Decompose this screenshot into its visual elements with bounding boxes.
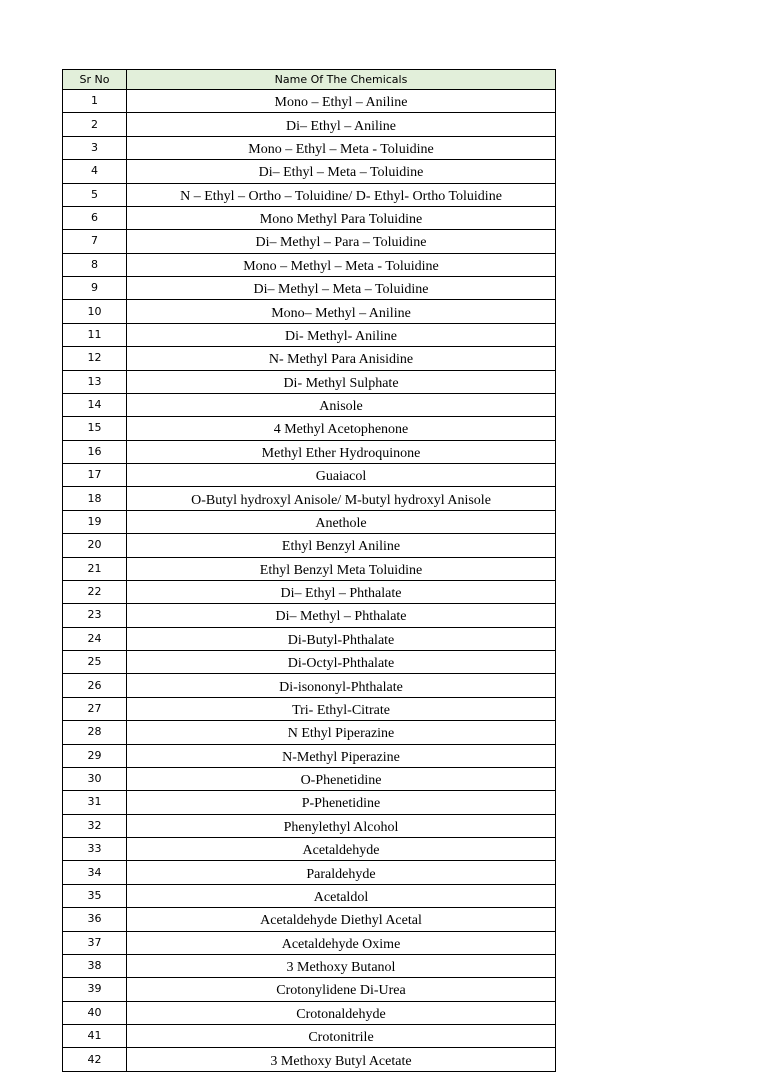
- table-row: [63, 861, 556, 884]
- table-row: [63, 1025, 556, 1048]
- sr-no-cell: 18: [63, 487, 127, 510]
- table-row: [63, 767, 556, 790]
- sr-no-cell: 38: [63, 954, 127, 977]
- sr-no-cell: 28: [63, 721, 127, 744]
- table-row: [63, 113, 556, 136]
- chemical-name-cell: Di-Octyl-Phthalate: [127, 651, 556, 674]
- sr-no-cell: 25: [63, 651, 127, 674]
- table-row: [63, 347, 556, 370]
- sr-no-cell: 1: [63, 90, 127, 113]
- table-row: [63, 697, 556, 720]
- chemical-name-cell: Acetaldehyde Oxime: [127, 931, 556, 954]
- table-row: [63, 1001, 556, 1024]
- header-chemical-name: Name Of The Chemicals: [127, 70, 556, 90]
- sr-no-cell: 40: [63, 1001, 127, 1024]
- sr-no-cell: 6: [63, 206, 127, 229]
- chemical-name-cell: N – Ethyl – Ortho – Toluidine/ D- Ethyl- Ortho Toluidine: [127, 183, 556, 206]
- table-row: [63, 651, 556, 674]
- chemical-name-cell: Crotonitrile: [127, 1025, 556, 1048]
- chemical-name-cell: Ethyl Benzyl Meta Toluidine: [127, 557, 556, 580]
- header-sr-no: Sr No: [63, 70, 127, 90]
- chemical-name-cell: Phenylethyl Alcohol: [127, 814, 556, 837]
- chemical-name-cell: 3 Methoxy Butanol: [127, 954, 556, 977]
- sr-no-cell: 33: [63, 838, 127, 861]
- table-row: [63, 183, 556, 206]
- sr-no-cell: 37: [63, 931, 127, 954]
- sr-no-cell: 8: [63, 253, 127, 276]
- chemical-name-cell: Di-isononyl-Phthalate: [127, 674, 556, 697]
- table-row: [63, 323, 556, 346]
- sr-no-cell: 7: [63, 230, 127, 253]
- chemical-name-cell: Tri- Ethyl-Citrate: [127, 697, 556, 720]
- sr-no-cell: 41: [63, 1025, 127, 1048]
- sr-no-cell: 19: [63, 510, 127, 533]
- table-row: [63, 230, 556, 253]
- table-row: [63, 300, 556, 323]
- table-row: [63, 370, 556, 393]
- sr-no-cell: 15: [63, 417, 127, 440]
- sr-no-cell: 23: [63, 604, 127, 627]
- table-row: [63, 627, 556, 650]
- table-row: [63, 417, 556, 440]
- table-row: [63, 464, 556, 487]
- chemical-name-cell: N- Methyl Para Anisidine: [127, 347, 556, 370]
- chemical-name-cell: Mono – Ethyl – Aniline: [127, 90, 556, 113]
- table-row: [63, 277, 556, 300]
- table-row: [63, 931, 556, 954]
- sr-no-cell: 4: [63, 160, 127, 183]
- chemical-name-cell: Di- Methyl- Aniline: [127, 323, 556, 346]
- sr-no-cell: 10: [63, 300, 127, 323]
- table-row: [63, 206, 556, 229]
- table-row: [63, 744, 556, 767]
- sr-no-cell: 14: [63, 393, 127, 416]
- chemical-name-cell: O-Butyl hydroxyl Anisole/ M-butyl hydroxyl Anisole: [127, 487, 556, 510]
- sr-no-cell: 2: [63, 113, 127, 136]
- sr-no-cell: 17: [63, 464, 127, 487]
- chemical-name-cell: Paraldehyde: [127, 861, 556, 884]
- sr-no-cell: 42: [63, 1048, 127, 1071]
- chemical-name-cell: Acetaldehyde: [127, 838, 556, 861]
- table-row: [63, 160, 556, 183]
- table-row: [63, 534, 556, 557]
- chemical-name-cell: Crotonaldehyde: [127, 1001, 556, 1024]
- chemical-name-cell: Mono Methyl Para Toluidine: [127, 206, 556, 229]
- table-row: [63, 557, 556, 580]
- chemical-name-cell: Methyl Ether Hydroquinone: [127, 440, 556, 463]
- chemical-name-cell: Di– Ethyl – Aniline: [127, 113, 556, 136]
- chemical-name-cell: 3 Methoxy Butyl Acetate: [127, 1048, 556, 1071]
- table-row: [63, 604, 556, 627]
- sr-no-cell: 34: [63, 861, 127, 884]
- table-row: [63, 393, 556, 416]
- table-row: [63, 838, 556, 861]
- table-row: [63, 814, 556, 837]
- sr-no-cell: 21: [63, 557, 127, 580]
- sr-no-cell: 12: [63, 347, 127, 370]
- table-body: [63, 90, 556, 1072]
- chemical-name-cell: Mono – Methyl – Meta - Toluidine: [127, 253, 556, 276]
- chemical-name-cell: Ethyl Benzyl Aniline: [127, 534, 556, 557]
- chemical-name-cell: Acetaldol: [127, 884, 556, 907]
- chemical-name-cell: Di– Ethyl – Meta – Toluidine: [127, 160, 556, 183]
- table-row: [63, 954, 556, 977]
- chemical-name-cell: Anisole: [127, 393, 556, 416]
- sr-no-cell: 16: [63, 440, 127, 463]
- sr-no-cell: 36: [63, 908, 127, 931]
- sr-no-cell: 22: [63, 580, 127, 603]
- sr-no-cell: 13: [63, 370, 127, 393]
- sr-no-cell: 11: [63, 323, 127, 346]
- chemical-name-cell: Di– Methyl – Phthalate: [127, 604, 556, 627]
- chemical-name-cell: N Ethyl Piperazine: [127, 721, 556, 744]
- sr-no-cell: 24: [63, 627, 127, 650]
- sr-no-cell: 9: [63, 277, 127, 300]
- chemical-name-cell: Di– Methyl – Para – Toluidine: [127, 230, 556, 253]
- chemicals-table: [62, 69, 556, 1072]
- chemical-name-cell: Mono– Methyl – Aniline: [127, 300, 556, 323]
- sr-no-cell: 39: [63, 978, 127, 1001]
- table-row: [63, 791, 556, 814]
- chemical-name-cell: Acetaldehyde Diethyl Acetal: [127, 908, 556, 931]
- table-row: [63, 674, 556, 697]
- sr-no-cell: 20: [63, 534, 127, 557]
- chemical-name-cell: Crotonylidene Di-Urea: [127, 978, 556, 1001]
- table-row: [63, 1048, 556, 1071]
- chemical-name-cell: P-Phenetidine: [127, 791, 556, 814]
- sr-no-cell: 35: [63, 884, 127, 907]
- sr-no-cell: 3: [63, 136, 127, 159]
- chemical-name-cell: Guaiacol: [127, 464, 556, 487]
- sr-no-cell: 30: [63, 767, 127, 790]
- sr-no-cell: 26: [63, 674, 127, 697]
- table-row: [63, 90, 556, 113]
- sr-no-cell: 32: [63, 814, 127, 837]
- table-row: [63, 580, 556, 603]
- table-row: [63, 487, 556, 510]
- chemical-name-cell: Di- Methyl Sulphate: [127, 370, 556, 393]
- table-row: [63, 440, 556, 463]
- sr-no-cell: 27: [63, 697, 127, 720]
- chemical-name-cell: Di– Ethyl – Phthalate: [127, 580, 556, 603]
- chemical-name-cell: Mono – Ethyl – Meta - Toluidine: [127, 136, 556, 159]
- sr-no-cell: 31: [63, 791, 127, 814]
- chemical-name-cell: O-Phenetidine: [127, 767, 556, 790]
- table-row: [63, 136, 556, 159]
- table-row: [63, 978, 556, 1001]
- table-row: [63, 884, 556, 907]
- table-row: [63, 908, 556, 931]
- sr-no-cell: 29: [63, 744, 127, 767]
- chemical-name-cell: Di– Methyl – Meta – Toluidine: [127, 277, 556, 300]
- chemical-name-cell: Di-Butyl-Phthalate: [127, 627, 556, 650]
- chemical-name-cell: Anethole: [127, 510, 556, 533]
- chemical-name-cell: N-Methyl Piperazine: [127, 744, 556, 767]
- table-row: [63, 253, 556, 276]
- chemical-name-cell: 4 Methyl Acetophenone: [127, 417, 556, 440]
- sr-no-cell: 5: [63, 183, 127, 206]
- table-row: [63, 510, 556, 533]
- table-row: [63, 721, 556, 744]
- table-header-row: [63, 70, 556, 90]
